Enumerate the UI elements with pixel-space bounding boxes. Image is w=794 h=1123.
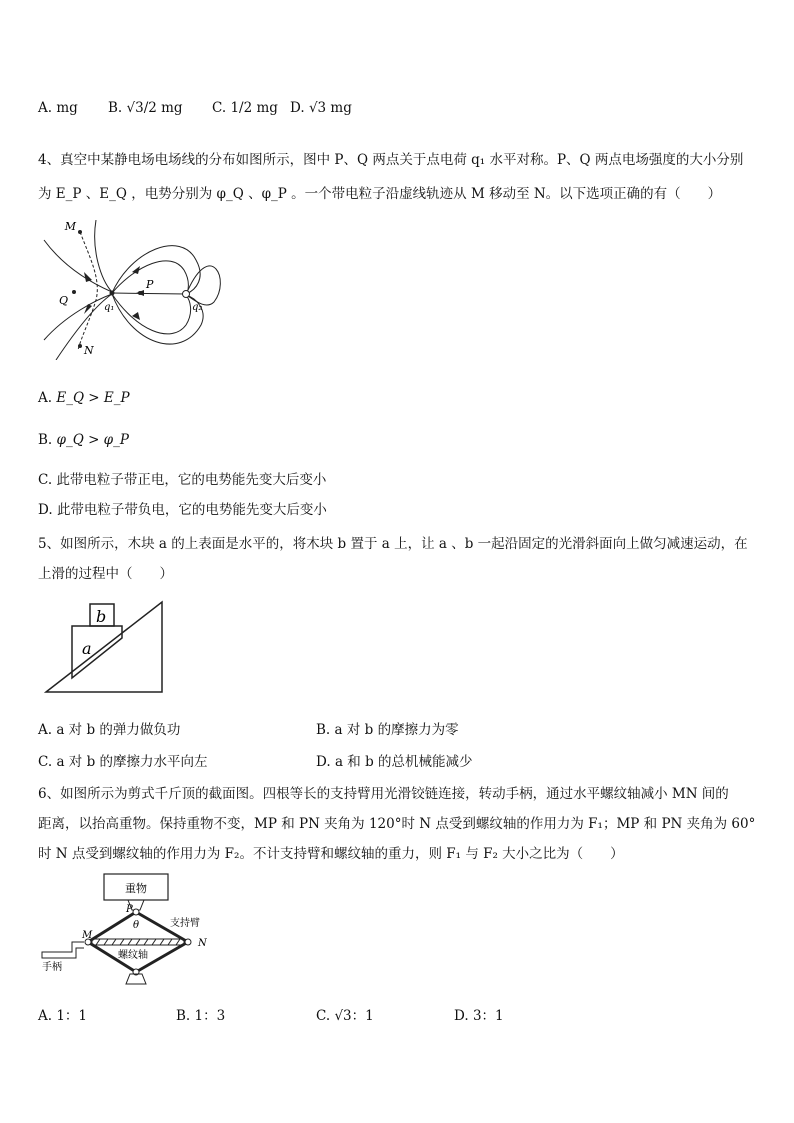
option-text: 此带电粒子带负电，它的电势能先变大后变小 <box>56 502 327 518</box>
option-letter: A. <box>38 100 53 116</box>
q3-option-d <box>290 100 352 116</box>
option-letter: D. <box>454 1008 469 1024</box>
option-text: a 对 b 的摩擦力为零 <box>334 722 459 738</box>
q5-incline-figure <box>44 598 168 696</box>
q4-stem-line-2: 为 E_P 、E_Q ，电势分别为 φ_Q 、φ_P 。一个带电粒子沿虚线轨迹从 M 移动至 N。以下选项正确的有（ ） <box>38 186 722 202</box>
q4-electric-field-figure <box>36 220 236 360</box>
label-q1: q₁ <box>104 302 115 313</box>
q4-option-d <box>38 498 327 518</box>
option-text: a 和 b 的总机械能减少 <box>334 754 473 770</box>
q5-option-b <box>316 718 459 738</box>
option-letter: B. <box>38 432 53 448</box>
q4-stem-line-1: 4、真空中某静电场电场线的分布如图所示，图中 P、Q 两点关于点电荷 q₁ 水平对称。P、Q 两点电场强度的大小分别 <box>38 152 744 168</box>
label-weight: 重物 <box>125 882 147 895</box>
option-text: 此带电粒子带正电，它的电势能先变大后变小 <box>56 472 327 488</box>
q5-option-a <box>38 718 180 738</box>
label-Q: Q <box>58 294 68 307</box>
option-text: φ_Q > φ_P <box>56 432 129 448</box>
label-N: N <box>198 938 207 949</box>
option-letter: C. <box>316 1008 331 1024</box>
option-text: a 对 b 的摩擦力水平向左 <box>56 754 208 770</box>
q6-stem-line-3: 时 N 点受到螺纹轴的作用力为 F₂。不计支持臂和螺纹轴的重力，则 F₁ 与 F₂ 大小之比为（ ） <box>38 846 624 862</box>
option-text: a 对 b 的弹力做负功 <box>56 722 181 738</box>
q6-option-a <box>38 1004 87 1024</box>
option-letter: B. <box>108 100 123 116</box>
option-letter: A. <box>38 722 53 738</box>
q4-option-b <box>38 432 129 448</box>
q3-option-b <box>108 100 183 116</box>
q5-option-c <box>38 750 208 770</box>
label-a: a <box>82 639 92 658</box>
label-handle: 手柄 <box>42 962 62 973</box>
q5-stem-line-2: 上滑的过程中（ ） <box>38 566 173 582</box>
label-N: N <box>84 344 94 357</box>
option-letter: D. <box>290 100 305 116</box>
label-P: P <box>146 278 154 291</box>
option-text: E_Q > E_P <box>56 390 130 406</box>
label-q2: q₂ <box>192 302 203 313</box>
option-letter: D. <box>38 502 53 518</box>
option-text: 1：3 <box>194 1008 226 1024</box>
q5-stem-line-1: 5、如图所示，木块 a 的上表面是水平的，将木块 b 置于 a 上，让 a 、b 一起沿固定的光滑斜面向上做匀减速运动，在 <box>38 536 748 552</box>
option-letter: A. <box>38 390 53 406</box>
q6-option-b <box>176 1004 225 1024</box>
option-text: √3/2 mg <box>126 100 183 116</box>
option-letter: C. <box>38 472 53 488</box>
q3-option-c <box>212 100 278 116</box>
option-letter: C. <box>38 754 53 770</box>
label-P: P <box>126 904 133 915</box>
option-text: mg <box>56 100 78 116</box>
option-text: √3 mg <box>308 100 352 116</box>
option-letter: D. <box>316 754 331 770</box>
option-text: 1：1 <box>56 1008 88 1024</box>
q3-option-a <box>38 100 78 116</box>
label-M: M <box>64 220 76 233</box>
q6-option-c <box>316 1004 374 1024</box>
q6-stem-line-1: 6、如图所示为剪式千斤顶的截面图。四根等长的支持臂用光滑铰链连接，转动手柄，通过水平螺纹轴减小 MN 间的 <box>38 786 729 802</box>
label-theta: θ <box>133 920 140 931</box>
label-M: M <box>82 930 93 941</box>
q6-stem-line-2: 距离，以抬高重物。保持重物不变，MP 和 PN 夹角为 120°时 N 点受到螺纹轴的作用力为 F₁；MP 和 PN 夹角为 60° <box>38 816 756 832</box>
label-b: b <box>96 607 107 626</box>
q4-option-a <box>38 390 130 406</box>
q4-option-c <box>38 468 326 488</box>
label-screw: 螺纹轴 <box>118 950 148 961</box>
q5-option-d <box>316 750 473 770</box>
option-text: 1/2 mg <box>230 100 278 116</box>
option-letter: C. <box>212 100 227 116</box>
label-arm: 支持臂 <box>170 918 200 929</box>
option-letter: B. <box>176 1008 191 1024</box>
q6-option-d <box>454 1004 504 1024</box>
option-letter: A. <box>38 1008 53 1024</box>
option-text: √3：1 <box>334 1008 374 1024</box>
option-text: 3：1 <box>472 1008 504 1024</box>
option-letter: B. <box>316 722 331 738</box>
q6-jack-figure <box>36 870 216 990</box>
